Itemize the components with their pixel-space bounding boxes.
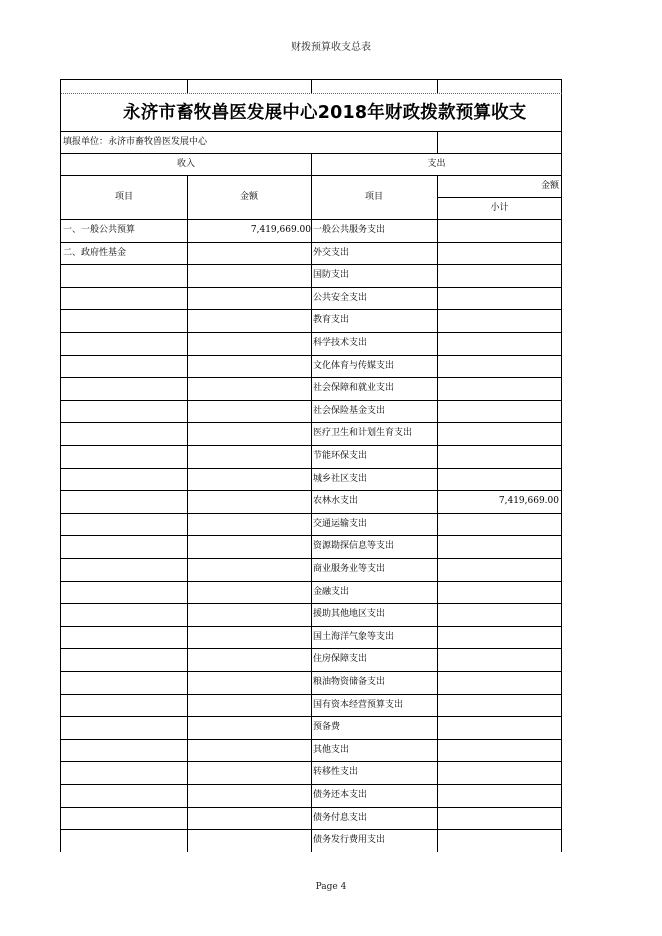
grid-line: [61, 581, 562, 582]
expense-item: 债务还本支出: [313, 790, 368, 800]
expense-item: 城乡社区支出: [313, 473, 368, 484]
grid-line: [61, 671, 562, 672]
expense-item: 节能环保支出: [313, 451, 368, 461]
grid-line: [61, 355, 562, 356]
grid-line: [61, 648, 562, 649]
grid-line: [61, 716, 562, 717]
expense-amount: 7,419,669.00: [498, 496, 559, 507]
income-item: 二、政府性基金: [63, 247, 127, 258]
grid-line: [61, 761, 562, 762]
grid-line: [61, 422, 562, 423]
unit-label: 填报单位：永济市畜牧兽医发展中心: [63, 137, 208, 147]
grid-line: [61, 264, 562, 265]
col-item: 项目: [114, 192, 133, 202]
expense-item: 社会保障和就业支出: [313, 383, 395, 394]
col-subtotal: 小计: [490, 203, 509, 213]
grid-line: [61, 468, 562, 469]
expense-item: 预备费: [313, 722, 341, 733]
expense-item: 国土海洋气象等支出: [313, 631, 395, 642]
grid-line: [61, 603, 562, 604]
grid-line: [61, 784, 562, 785]
expense-item: 外交支出: [313, 247, 350, 258]
expense-item: 交通运输支出: [313, 518, 368, 529]
col-amount: 金额: [239, 192, 258, 202]
grid-line: [61, 829, 562, 830]
expense-item: 粮油物资储备支出: [313, 677, 386, 687]
expense-item: 国防支出: [313, 270, 350, 281]
expense-item: 农林水支出: [313, 496, 359, 507]
expense-item: 文化体育与传媒支出: [313, 360, 395, 371]
page-footer: Page 4: [315, 882, 347, 892]
grid-line: [61, 694, 562, 695]
income-header: 收入: [176, 159, 195, 169]
expense-item: 一般公共服务支出: [313, 225, 386, 235]
expense-item: 住房保障支出: [313, 654, 368, 665]
expense-item: 科学技术支出: [313, 338, 368, 348]
table-title: 永济市畜牧兽医发展中心2018年财政拨款预算收支: [123, 103, 527, 123]
expense-item: 金融支出: [313, 586, 350, 597]
expense-item: 医疗卫生和计划生育支出: [313, 428, 413, 439]
expense-header: 支出: [427, 159, 446, 169]
grid-line: [61, 626, 562, 627]
col-amount2: 金额: [541, 181, 560, 191]
expense-item: 公共安全支出: [313, 292, 368, 303]
income-amount: 7,419,669.00: [250, 225, 311, 235]
grid-line: [61, 175, 562, 176]
expense-item: 教育支出: [313, 315, 350, 326]
expense-item: 债务发行费用支出: [313, 835, 386, 846]
expense-item: 国有资本经营预算支出: [313, 699, 404, 710]
budget-table: [60, 79, 562, 852]
income-item: 一、一般公共预算: [63, 225, 136, 235]
grid-line: [437, 131, 438, 153]
grid-line: [61, 807, 562, 808]
grid-line: [61, 513, 562, 514]
grid-line: [61, 445, 562, 446]
expense-item: 社会保险基金支出: [313, 405, 386, 416]
grid-line: [61, 377, 562, 378]
expense-item: 其他支出: [313, 744, 350, 755]
grid-line: [311, 153, 312, 852]
grid-line: [61, 332, 562, 333]
grid-line: [61, 535, 562, 536]
grid-line: [61, 739, 562, 740]
expense-item: 援助其他地区支出: [313, 609, 386, 620]
grid-line: [61, 309, 562, 310]
expense-item: 资源勘探信息等支出: [313, 541, 395, 552]
expense-item: 债务付息支出: [313, 812, 368, 823]
grid-line: [61, 558, 562, 559]
col-item2: 项目: [364, 192, 383, 202]
page-header: 财拨预算收支总表: [291, 42, 371, 53]
grid-line: [61, 287, 562, 288]
grid-line: [61, 400, 562, 401]
expense-item: 转移性支出: [313, 767, 359, 778]
expense-item: 商业服务业等支出: [313, 564, 386, 574]
